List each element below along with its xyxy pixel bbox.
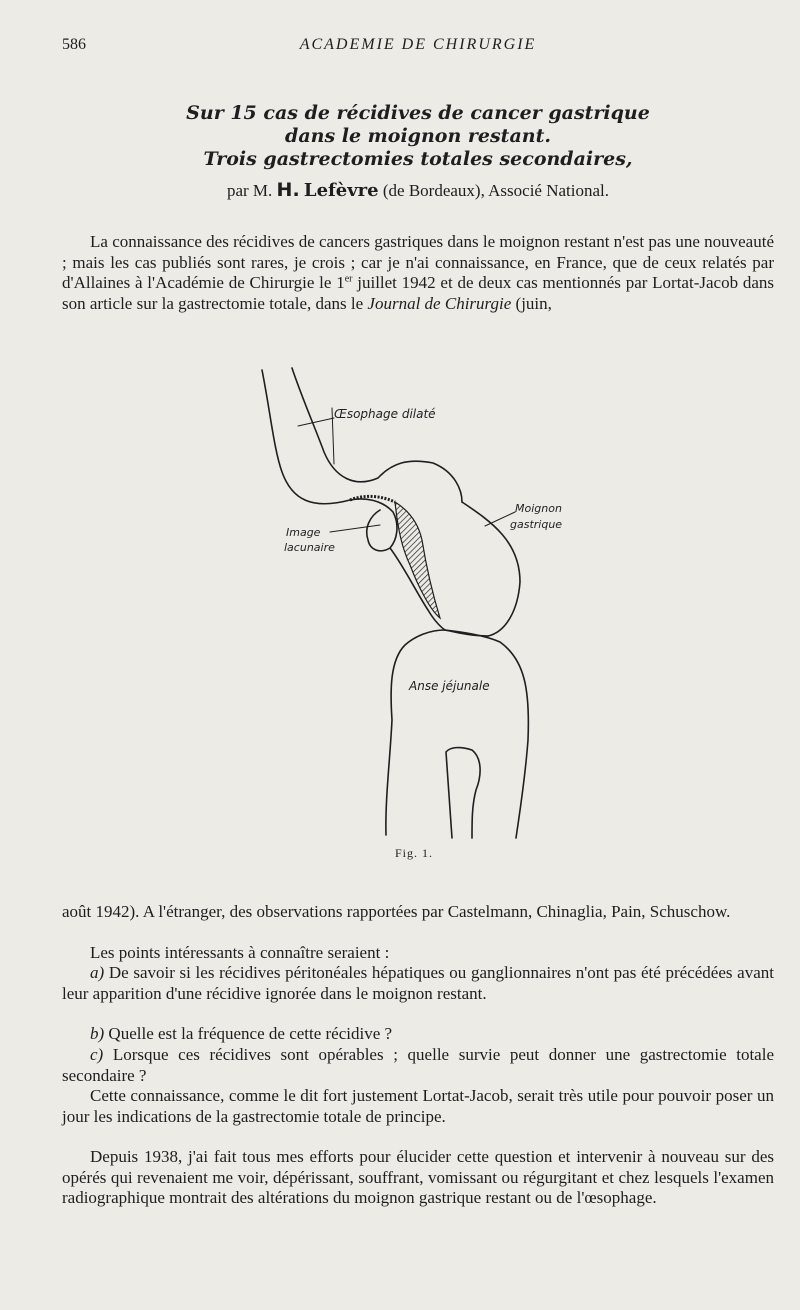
title-line-3: Trois gastrectomies totales secondaires, [203, 148, 633, 170]
intro-superscript: er [344, 273, 353, 285]
intro-text-a: La connaissance des récidives de cancers gastriques dans le moignon restant n'est pas une nouveauté ; mais les cas publiés sont rares, je crois ; car je n'ai connaissance, en France, que de ceux relatés par d'Allaines à l'Académie de Chirurgie le 1 [62, 232, 774, 292]
lacunar-image-contour [350, 499, 397, 551]
title-line-2: dans le moignon restant. [285, 125, 551, 147]
byline [62, 179, 774, 202]
list-marker-a: a) [90, 963, 105, 982]
author-name: Lefèvre [303, 180, 379, 201]
body-paragraph-1: août 1942). A l'étranger, des observations rapportées par Castelmann, Chinaglia, Pain, Schuschow. [62, 902, 731, 921]
list-text-c: Lorsque ces récidives sont opérables ; quelle survie peut donner une gastrectomie totale secondaire ? [62, 1045, 774, 1085]
list-item-b [62, 1024, 774, 1045]
list-marker-c: c) [90, 1045, 104, 1064]
oesophagus-inner-wall [292, 368, 462, 502]
body-paragraph-2: Les points intéressants à connaître seraient : [90, 943, 390, 962]
byline-prefix: par M. [226, 181, 273, 200]
tumour-hatched-area [395, 502, 440, 618]
body-paragraph-4: Depuis 1938, j'ai fait tous mes efforts pour élucider cette question et intervenir à nouveau sur des opérés qui revenaient me voir, dépérissant, souffrant, vomissant ou régurgitant et chez lesquels l'examen radiographique montrait des altérations du moignon gastrique restant ou de l'œsophage. [62, 1147, 774, 1207]
article-title [62, 102, 774, 202]
running-head [62, 36, 774, 60]
page-number: 586 [62, 36, 86, 53]
image-leader [330, 525, 380, 532]
figure-1 [240, 360, 563, 865]
byline-suffix: (de Bordeaux), Associé National. [382, 181, 610, 200]
jejunal-loop-inner-limb [446, 748, 480, 838]
intro-text-c: (juin, [511, 293, 552, 313]
list-text-a: De savoir si les récidives péritonéales hépatiques ou ganglionnaires n'ont pas été précédées avant leur apparition d'une récidive ignorée dans le moignon restant. [62, 963, 774, 1003]
oesophagus-outer-wall [262, 370, 350, 504]
title-line-1: Sur 15 cas de récidives de cancer gastrique [186, 102, 650, 124]
list-item-c [62, 1045, 774, 1086]
label-anse: Anse jéjunale [409, 679, 490, 693]
figure-caption: Fig. 1. [395, 846, 434, 860]
intro-text-b: juillet 1942 et de deux cas mentionnés par Lortat-Jacob dans son article sur la gastrectomie totale, dans le [62, 273, 774, 313]
label-oesophagus: Œsophage dilaté [334, 407, 436, 421]
journal-name: ACADEMIE DE CHIRURGIE [299, 36, 537, 53]
author-initial: H. [276, 179, 300, 201]
label-moignon-line2: gastrique [510, 518, 563, 531]
intro-paragraph [62, 232, 774, 314]
drawing-strokes [262, 368, 528, 838]
list-text-b: Quelle est la fréquence de cette récidive ? [104, 1024, 393, 1043]
jejunal-loop-right-wall [445, 630, 528, 838]
anatomical-drawing [240, 360, 563, 865]
label-image-line2: lacunaire [284, 541, 335, 554]
list-item-a [62, 963, 774, 1004]
jejunal-loop-left-wall [386, 630, 445, 835]
body-paragraph-3: Cette connaissance, comme le dit fort justement Lortat-Jacob, serait très utile pour pouvoir poser un jour les indications de la gastrectomie totale de principe. [62, 1086, 774, 1126]
label-image-line1: Image [286, 526, 321, 539]
label-moignon-line1: Moignon [515, 502, 562, 515]
list-marker-b: b) [90, 1024, 105, 1043]
journal-reference: Journal de Chirurgie [367, 293, 512, 313]
oesophagus-leader [298, 418, 334, 426]
